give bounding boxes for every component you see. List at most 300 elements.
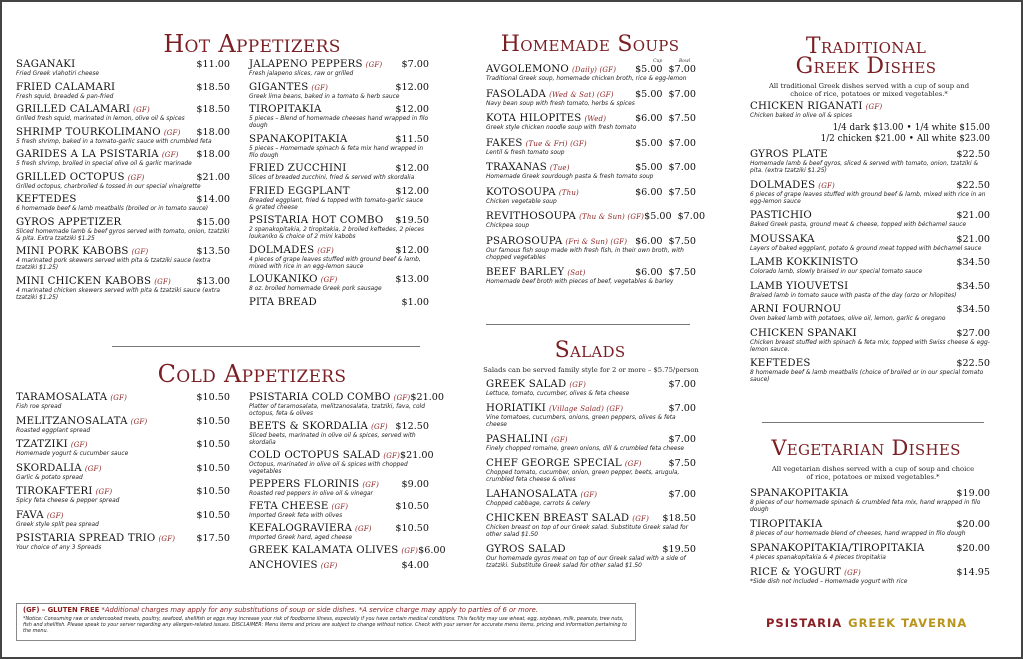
item-prices [635,236,696,248]
item-description: Fresh squid, breaded & pan-fried [16,93,114,100]
divider [486,324,690,325]
item-price: $11.50 [395,133,429,145]
item-row [750,567,990,579]
item-price: $21.00 [956,210,990,221]
item-row [750,180,990,192]
quarter-dark-price: 1/4 dark $13.00 [832,123,904,133]
soups-column [486,64,706,292]
traditional-items [750,149,990,384]
gf-tag: (GF) [154,277,171,286]
item-title: DOLMADES [249,244,315,256]
menu-item [249,82,429,101]
item-title: SAGANAKI [16,59,76,70]
menu-item [16,149,230,168]
item-price: $12.50 [395,421,429,432]
item-prices [635,64,696,76]
item-price: $12.00 [395,185,429,197]
item-title: SPANAKOPITAKIA [249,133,348,145]
item-title: PSISTARIA COLD COMBO [249,392,391,403]
item-description: Chicken breast on top of our Greek salad. Substitute Greek salad for other salad $1.50 [486,525,689,538]
item-row [249,297,429,309]
item-row [16,510,230,522]
cup-label: Cup [653,59,663,64]
all-white-price: All white $23.00 [916,134,990,144]
item-name [16,439,88,451]
menu-item [750,149,990,175]
item-title: GYROS SALAD [486,544,566,555]
salads-intro: Salads can be served family style for 2 or more – $5.75/person [483,366,699,374]
menu-item [249,245,429,271]
item-name [486,162,570,174]
item-name [750,210,812,222]
item-row [16,217,230,229]
salads-heading: Salads [554,338,626,363]
traditional-intro: All traditional Greek dishes served with a cup of soup and choice of rice, potatoes or mixed vegetables.* [768,82,970,98]
bowl-price: $7.50 [668,267,696,278]
gluten-free-label: (GF) – GLUTEN FREE [23,606,100,614]
item-row [16,276,230,288]
gf-tag: (GF) [95,488,113,496]
menu-item [486,162,696,181]
item-title: KOTA HILOPITES [486,113,582,124]
item-price: $10.50 [196,486,230,497]
item-description: Homemade yogurt & cucumber sauce [16,451,129,457]
menu-item [16,392,230,411]
menu-item [750,488,990,514]
gf-tag: (GF) [130,417,148,426]
item-price: $7.00 [668,489,696,500]
item-title: MINI PORK KABOBS [16,246,129,257]
item-name [249,274,337,286]
item-price: $7.00 [668,403,696,414]
item-row [249,215,429,227]
item-row [486,64,696,76]
item-name [486,211,644,223]
item-description: Chicken breast stuffed with spinach & feta mix, topped with Swiss cheese & egg-lemon sauce. [750,339,990,353]
item-title: PSAROSOUPA [486,235,563,247]
item-row [750,257,990,269]
homemade-soups-heading: Homemade Soups [500,32,680,57]
item-title: GREEK SALAD [486,379,567,390]
item-description: 6 homemade beef & lamb meatballs (broiled or in tomato sauce) [16,206,209,212]
chicken-price-row-2: 1/2 chicken $21.00 • All white $23.00 [820,134,990,144]
item-price: $22.50 [956,358,990,369]
item-name [16,276,171,288]
item-title: TARAMOSALATA [16,392,108,403]
item-row [750,234,990,246]
item-row [16,59,230,71]
item-title: LAMB YIOUVETSI [750,280,849,292]
bowl-price: $7.00 [668,137,696,149]
item-title: CHICKEN SPANAKI [750,327,857,339]
traditional-heading-line2: Greek Dishes [795,54,937,79]
item-title: TRAXANAS [486,162,547,173]
item-title: GRILLED OCTOPUS [16,171,125,183]
item-price: $18.50 [662,513,696,524]
item-price: $19.50 [395,215,429,226]
item-name [750,180,835,192]
gf-tag: (GF) [844,569,861,577]
item-name [16,392,127,404]
traditional-column [750,101,990,389]
item-name [16,416,147,428]
item-name [486,64,616,76]
item-price: $13.50 [196,246,230,257]
item-description: Oven baked lamb with potatoes, olive oil, lemon, garlic & oregano [750,316,946,322]
item-row [249,82,429,94]
gf-tag: (GF) [163,128,181,137]
gf-tag: (GF) [127,173,145,182]
item-title: COLD OCTOPUS SALAD [249,450,381,461]
item-prices [635,138,696,150]
item-title: KEFTEDES [16,194,77,205]
item-name [750,101,882,113]
item-title: TIROKAFTERI [16,486,93,497]
gf-tag: (GF) [818,181,835,190]
item-description: 5 fresh shrimp, broiled in special olive oil & garlic marinade [16,161,192,167]
item-price: $10.50 [395,501,429,512]
item-name [750,328,857,340]
item-description: Slices of breaded zucchini, fried & served with skordalia [249,175,415,181]
item-title: ARNI FOURNOU [750,304,842,315]
bowl-price: $7.00 [668,64,696,75]
gf-tag: (GF) [401,547,419,555]
item-row [249,545,446,557]
gf-tag: (GF) [362,481,380,489]
day-tag: (Tue & Fri) (GF) [525,139,587,148]
gf-tag: (GF) [365,61,383,69]
menu-item [16,172,230,191]
bowl-price: $7.00 [677,211,706,222]
item-price: $9.00 [401,479,429,490]
item-row [750,488,990,500]
item-name [486,89,614,101]
item-title: PSISTARIA SPREAD TRIO [16,533,156,544]
item-name [750,281,848,293]
menu-item [249,134,429,160]
item-description: Finely chopped romaine, green onions, dill & crumbled feta cheese [486,446,685,452]
gf-tag: (GF) [131,248,149,256]
item-row [249,523,429,535]
item-description: Greek style chicken noodle soup with fresh tomato [486,125,637,131]
item-description: 8 oz. broiled homemade Greek pork sausage [249,286,382,292]
item-price: $34.50 [956,257,990,268]
menu-item [249,392,444,418]
item-title: KEFTEDES [750,358,811,369]
item-price: $10.50 [395,523,429,534]
day-tag: (Tue) [549,164,570,172]
menu-item [750,304,990,323]
item-title: FAKES [486,137,523,149]
gf-tag: (GF) [331,503,349,511]
item-price: $7.00 [668,379,696,390]
item-description: Greek style split pea spread [16,521,99,528]
menu-item [16,533,230,552]
menu-item [16,217,230,243]
item-row [16,463,230,475]
item-title: GREEK KALAMATA OLIVES [249,545,399,556]
item-price: $13.00 [395,274,429,285]
item-row [750,358,990,370]
item-description: 4 marinated pork skewers served with pita & tzatziki sauce (extra tzatziki $1.25) [16,258,211,271]
bowl-price: $7.00 [668,162,696,173]
item-description: 6 pieces of grape leaves stuffed with ground beef & lamb, mixed with rice in an egg-lemon sauce [750,191,986,205]
item-name [486,513,649,525]
item-title: GYROS PLATE [750,149,828,160]
cold-appetizers-right-column [249,392,446,575]
restaurant-logo [766,616,967,630]
item-name [16,194,77,206]
menu-item [16,486,230,505]
bowl-price: $7.50 [668,235,696,247]
vegetarian-column [750,488,990,591]
item-price: $10.50 [196,462,230,474]
item-title: SKORDALIA [16,462,82,474]
menu-item [486,403,696,429]
item-name [16,104,150,116]
cup-price: $5.00 [635,88,663,100]
item-row [249,104,429,116]
item-name [486,187,579,199]
menu-item [486,489,696,508]
menu-item [750,519,990,538]
item-name [249,104,322,116]
item-row [249,274,429,286]
bowl-price: $7.00 [668,88,696,100]
item-title: LAMB KOKKINISTO [750,257,859,268]
item-description: 2 spanakopitakia, 2 tiropitakia, 2 broiled keftedes, 2 pieces loukaniko & choice of 2 mini kabobs [249,227,425,240]
gf-tag: (GF) [133,106,150,114]
item-description: Roasted eggplant spread [16,427,91,434]
item-name [750,488,848,500]
item-name [16,127,181,139]
item-price: $12.00 [395,104,429,115]
item-price: $18.00 [196,149,230,160]
item-price: $34.50 [956,280,990,292]
item-description: Roasted red peppers in olive oil & vinegar [249,491,373,497]
quarter-white-price: 1/4 white $15.00 [914,123,990,133]
cup-price: $5.00 [635,162,663,173]
item-price: $19.00 [956,488,990,499]
item-title: PASHALINI [486,434,549,445]
item-row [486,458,696,470]
item-price: $18.50 [196,81,230,93]
logo-subtitle: GREEK TAVERNA [848,616,968,630]
item-row [249,392,444,404]
item-name [16,486,112,498]
item-name [486,236,627,248]
item-title: AVGOLEMONO [486,64,569,75]
item-row [249,560,429,572]
item-price: $20.00 [956,543,990,554]
menu-item [750,543,990,562]
gf-tag: (GF) [320,276,338,284]
menu-item [486,138,696,157]
menu-item [486,267,696,286]
item-name [249,297,317,309]
item-price: $22.50 [956,149,990,160]
item-name [486,403,623,415]
item-price: $17.50 [196,533,230,544]
item-description: 5 fresh shrimp, baked in a tomato-garlic sauce with crumbled feta [16,138,212,145]
item-title: CHICKEN BREAST SALAD [486,513,630,524]
menu-item [249,274,429,293]
item-row [16,82,230,94]
cup-price: $5.00 [635,137,663,149]
menu-item [750,180,990,206]
item-price: $6.00 [418,545,446,556]
item-prices [635,89,696,101]
item-row [249,245,429,257]
item-price: $10.50 [196,415,230,427]
item-name [486,267,586,279]
item-price: $21.00 [410,392,444,403]
item-row [750,519,990,531]
item-price: $11.00 [196,59,230,70]
item-row [486,267,696,279]
item-name [249,59,382,71]
item-description: Chicken baked in olive oil & spices [750,113,853,119]
menu-item [16,104,230,123]
menu-item [16,510,230,529]
hot-appetizers-right-column [249,59,429,312]
item-name [16,510,64,522]
item-prices [635,267,696,279]
item-name [486,434,568,446]
gf-tag: (GF) [84,464,102,473]
item-row [486,187,696,199]
bowl-price: $7.50 [668,186,696,198]
menu-item [750,101,990,145]
item-row [16,533,230,545]
item-description: 4 marinated chicken skewers served with pita & tzatziki sauce (extra tzatziki $1.25) [16,287,221,301]
item-price: $34.50 [956,304,990,315]
cup-price: $5.00 [635,64,663,75]
charges-note: *Additional charges may apply for any substitutions of soup or side dishes. *A service charge may apply to parties of 6 or more. [101,606,538,614]
item-price: $10.50 [196,439,230,450]
item-price: $7.50 [668,458,696,469]
item-description: Baked Greek pasta, ground meat & cheese, topped with béchamel sauce [750,222,967,228]
gf-tag: (GF) [580,491,598,499]
item-description: Sliced beets, marinated in olive oil & spices, served with skordalia [249,433,416,446]
item-row [486,403,696,415]
item-title: GYROS APPETIZER [16,216,122,228]
item-row [249,479,429,491]
item-price: $7.00 [668,434,696,445]
item-prices [635,162,696,174]
item-row [16,392,230,404]
half-chicken-price: 1/2 chicken $21.00 [820,134,906,144]
item-title: RICE & YOGURT [750,567,842,578]
item-price: $18.50 [196,104,230,115]
bowl-label: Bowl [679,59,691,64]
menu-item [486,236,696,262]
item-row [750,210,990,222]
item-name [486,113,606,125]
menu-item [249,297,429,309]
gf-tag: (GF) [158,535,176,543]
item-name [249,545,418,557]
gf-tag: (GF) [624,460,642,468]
chicken-price-row-1: 1/4 dark $13.00 • 1/4 white $15.00 [832,123,990,133]
menu-item [249,59,429,78]
item-description: 4 pieces of grape leaves stuffed with ground beef & lamb, mixed with rice in an egg-lemon sauce [249,256,421,270]
item-name [486,489,597,501]
item-row [249,163,429,175]
item-row [16,194,230,206]
footer-line [23,606,629,614]
item-title: BEEF BARLEY [486,267,565,278]
item-name [249,186,350,198]
item-row [249,59,429,71]
item-description: Imported Greek feta with olives [249,513,343,519]
item-name [16,172,144,184]
item-title: MOUSSAKA [750,233,815,245]
menu-item [486,379,696,398]
item-row [486,434,696,446]
item-row [16,439,230,451]
menu-item [750,567,990,586]
item-name [750,519,823,531]
menu-item [249,215,429,241]
menu-item [249,560,429,572]
item-row [486,89,696,101]
item-description: Chicken vegetable soup [486,198,557,205]
item-description: Homemade lamb & beef gyros, sliced & served with tomato, onion, tzatziki & pita. (extra tzatziki $1.25) [750,161,979,174]
item-description: Homemade beef broth with pieces of beef, vegetables & barley [486,279,674,285]
item-description: Layers of baked eggplant, potato & ground meat topped with béchamel sauce [750,245,982,252]
item-name [16,246,148,258]
item-description: 8 pieces of our homemade spinach & crumbled feta mix, hand wrapped in filo dough [750,500,981,513]
item-price: $19.50 [662,544,696,555]
item-price: $22.50 [956,179,990,191]
menu-item [249,450,434,476]
menu-item [486,458,696,484]
item-price: $12.00 [395,163,429,174]
item-title: PSISTARIA HOT COMBO [249,215,384,226]
gf-tag: (GF) [161,151,179,159]
item-name [16,82,115,94]
menu-item [486,89,696,108]
item-name [750,567,861,579]
menu-item [249,186,429,212]
item-price: $27.00 [956,327,990,339]
item-title: GRILLED CALAMARI [16,104,131,115]
item-name [249,245,334,257]
item-name [750,543,925,555]
item-name [16,533,175,545]
item-row [486,138,696,150]
item-description: Our famous fish soup made with fresh fish, in their own broth, with chopped vegetables [486,247,684,261]
gf-tag: (Village Salad) (GF) [549,405,624,413]
cold-appetizers-left-column [16,392,230,557]
item-price: $20.00 [956,519,990,530]
item-name [750,358,811,370]
item-description: Fish roe spread [16,404,62,410]
item-title: FAVA [16,509,44,521]
traditional-heading-line1: Traditional [805,34,927,59]
item-prices [635,187,696,199]
hot-appetizers-heading: Hot Appetizers [163,30,341,58]
gf-tag: (GF) [317,246,334,255]
item-row [16,486,230,498]
item-title: MINI CHICKEN KABOBS [16,275,152,287]
item-title: DOLMADES [750,179,816,191]
item-name [249,134,347,146]
item-title: SPANAKOPITAKIA [750,488,849,499]
item-name [249,450,400,462]
day-tag: (Thu) [558,188,579,197]
